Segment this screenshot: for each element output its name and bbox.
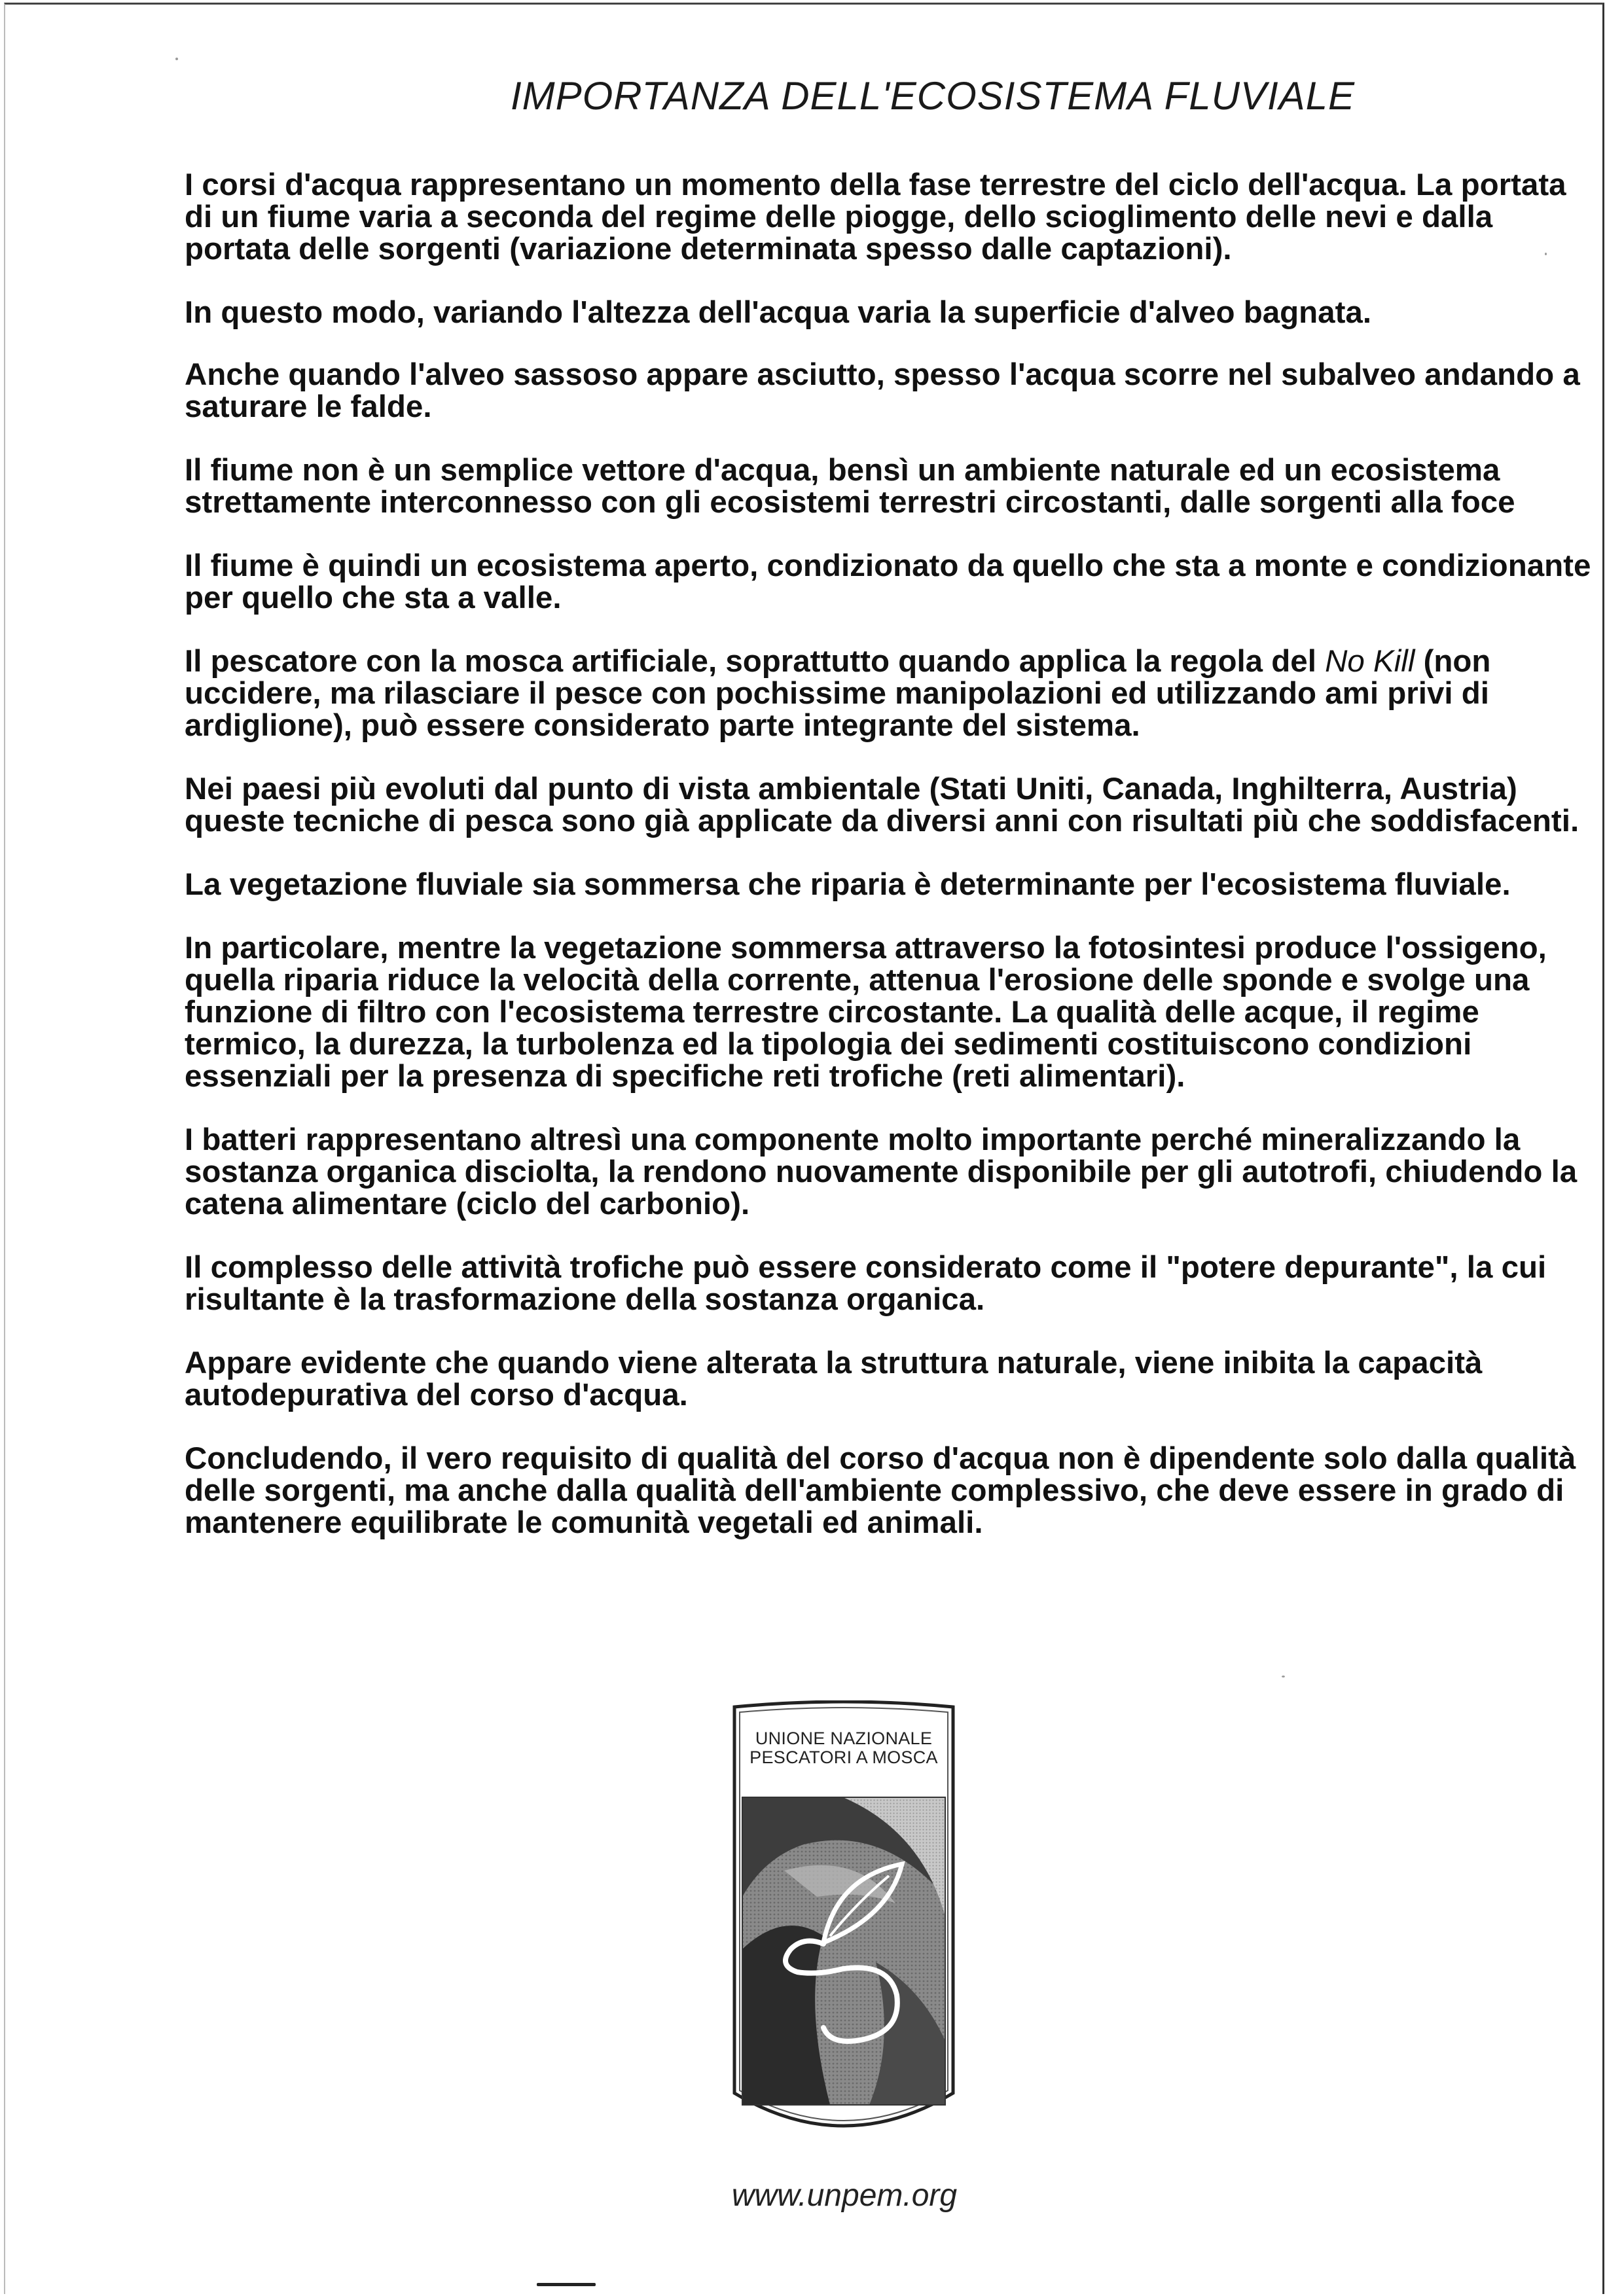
paragraph-11: Il complesso delle attività trofiche può essere considerato come il "potere depurante", la cui risultante è la trasformazione della sostanza organica.: [185, 1250, 1547, 1317]
paragraph-4: Il fiume non è un semplice vettore d'acqua, bensì un ambiente naturale ed un ecosistema strettamente interconnesso con gli ecosistemi terrestri circostanti, dalle sorgenti alla foce: [185, 453, 1515, 520]
paragraph-6: [185, 645, 1598, 742]
paragraph-8: La vegetazione fluviale sia sommersa che riparia è determinante per l'ecosistema fluviale.: [185, 867, 1511, 902]
page-title: IMPORTANZA DELL'ECOSISTEMA FLUVIALE: [510, 74, 1356, 118]
paragraph-10: I batteri rappresentano altresì una componente molto importante perché mineralizzando la sostanza organica disciolta, la rendono nuovamente disponibile per gli autotrofi, chiudendo la catena alimentare (ciclo del carbonio).: [185, 1122, 1578, 1221]
paragraph-1: I corsi d'acqua rappresentano un momento della fase terrestre del ciclo dell'acqua. La portata di un fiume varia a seconda del regime delle piogge, dello scioglimento delle nevi e dalla portata delle sorgenti (variazione determinata spesso dalle captazioni).: [185, 168, 1566, 266]
logo-label-line1: UNIONE NAZIONALE: [755, 1729, 933, 1748]
body-text: [185, 169, 1598, 1570]
scan-speck: [175, 58, 178, 60]
paragraph-6-after: (non uccidere, ma rilasciare il pesce con pochissime manipolazioni ed utilizzando ami privi di ardiglione), può essere considerato parte integrante del sistema.: [185, 644, 1491, 743]
paragraph-9: In particolare, mentre la vegetazione sommersa attraverso la fotosintesi produce l'ossigeno, quella riparia riduce la velocità della corrente, attenua l'erosione delle sponde e svolge una funzione di filtro con l'ecosistema terrestre circostante. La qualità delle acque, il regime termico, la durezza, la turbolenza ed la tipologia dei sedimenti costituiscono condizioni essenziali per la presenza di specifiche reti trofiche (reti alimentari).: [185, 931, 1547, 1094]
no-kill-term: No Kill: [1325, 644, 1415, 679]
paragraph-5: Il fiume è quindi un ecosistema aperto, condizionato da quello che sta a monte e condizionante per quello che sta a valle.: [185, 548, 1591, 615]
logo-label: [725, 1729, 962, 1767]
scan-speck: [1282, 1676, 1285, 1677]
paragraph-2: In questo modo, variando l'altezza dell'acqua varia la superficie d'alveo bagnata.: [185, 295, 1372, 330]
scan-speck: [537, 2283, 596, 2286]
paragraph-13: Concludendo, il vero requisito di qualità del corso d'acqua non è dipendente solo dalla qualità delle sorgenti, ma anche dalla qualità dell'ambiente complessivo, che deve essere in grado di mantenere equilibrate le comunità vegetali ed animali.: [185, 1441, 1576, 1540]
scan-speck: [1545, 253, 1547, 255]
paragraph-3: Anche quando l'alveo sassoso appare asciutto, spesso l'acqua scorre nel subalveo andando a saturare le falde.: [185, 357, 1580, 424]
unpem-logo: [725, 1700, 962, 2143]
logo-label-line2: PESCATORI A MOSCA: [749, 1748, 938, 1767]
website-link[interactable]: www.unpem.org: [731, 2178, 958, 2213]
paragraph-7: Nei paesi più evoluti dal punto di vista ambientale (Stati Uniti, Canada, Inghilterra, Austria) queste tecniche di pesca sono già applicate da diversi anni con risultati più che soddisfacenti.: [185, 772, 1579, 838]
paragraph-6-before: Il pescatore con la mosca artificiale, soprattutto quando applica la regola del: [185, 644, 1326, 679]
paragraph-12: Appare evidente che quando viene alterata la struttura naturale, viene inibita la capacità autodepurativa del corso d'acqua.: [185, 1346, 1483, 1412]
